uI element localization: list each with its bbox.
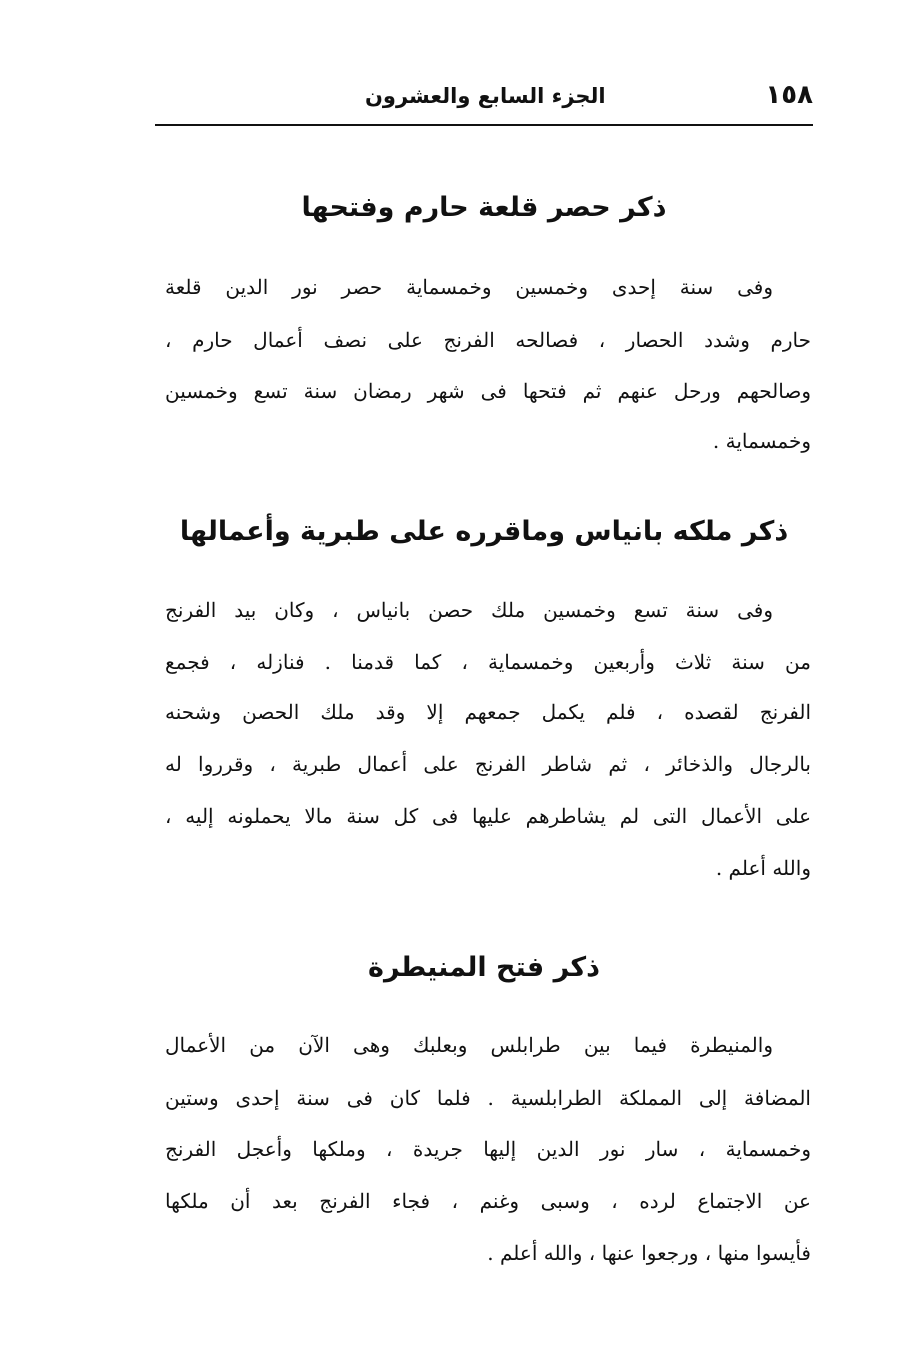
paragraph-line: فأيسوا منها ، ورجعوا عنها ، والله أعلم . (487, 1241, 811, 1265)
paragraph-line: بالرجال والذخائر ، ثم شاطر الفرنج على أعمال طبرية ، وقرروا له (165, 752, 811, 776)
section-heading: ذكر ملكه بانياس وماقرره على طبرية وأعمالها (179, 516, 789, 547)
page-number: ١٥٨ (765, 80, 813, 110)
paragraph-line: المضافة إلى المملكة الطرابلسية . فلما كان فى سنة إحدى وستين (165, 1086, 811, 1110)
paragraph-line: وصالحهم ورحل عنهم ثم فتحها فى شهر رمضان سنة تسع وخمسين (165, 379, 811, 403)
paragraph-line: على الأعمال التى لم يشاطرهم عليها فى كل سنة مالا يحملونه إليه ، (165, 804, 811, 828)
running-header (155, 78, 813, 126)
paragraph-line: وخمسماية . (712, 429, 811, 453)
paragraph-line: من سنة ثلاث وأربعين وخمسماية ، كما قدمنا . فنازله ، فجمع (165, 650, 811, 674)
section-heading: ذكر فتح المنيطرة (368, 952, 600, 983)
paragraph-line: وخمسماية ، سار نور الدين إليها جريدة ، وملكها وأعجل الفرنج (165, 1137, 811, 1161)
paragraph-line: حارم وشدد الحصار ، فصالحه الفرنج على نصف أعمال حارم ، (165, 328, 811, 352)
section-heading: ذكر حصر قلعة حارم وفتحها (301, 192, 667, 223)
paragraph-line: الفرنج لقصده ، فلم يكمل جمعهم إلا وقد ملك الحصن وشحنه (165, 700, 811, 724)
paragraph-line: وفى سنة تسع وخمسين ملك حصن بانياس ، وكان بيد الفرنج (165, 598, 773, 622)
running-header-title: الجزء السابع والعشرون (365, 84, 606, 108)
paragraph-line: والمنيطرة فيما بين طرابلس وبعلبك وهى الآن من الأعمال (165, 1033, 773, 1057)
paragraph-line: وفى سنة إحدى وخمسين وخمسماية حصر نور الدين قلعة (165, 275, 773, 299)
paragraph-line: والله أعلم . (715, 856, 811, 880)
paragraph-line: عن الاجتماع لرده ، وسبى وغنم ، فجاء الفرنج بعد أن ملكها (165, 1189, 811, 1213)
